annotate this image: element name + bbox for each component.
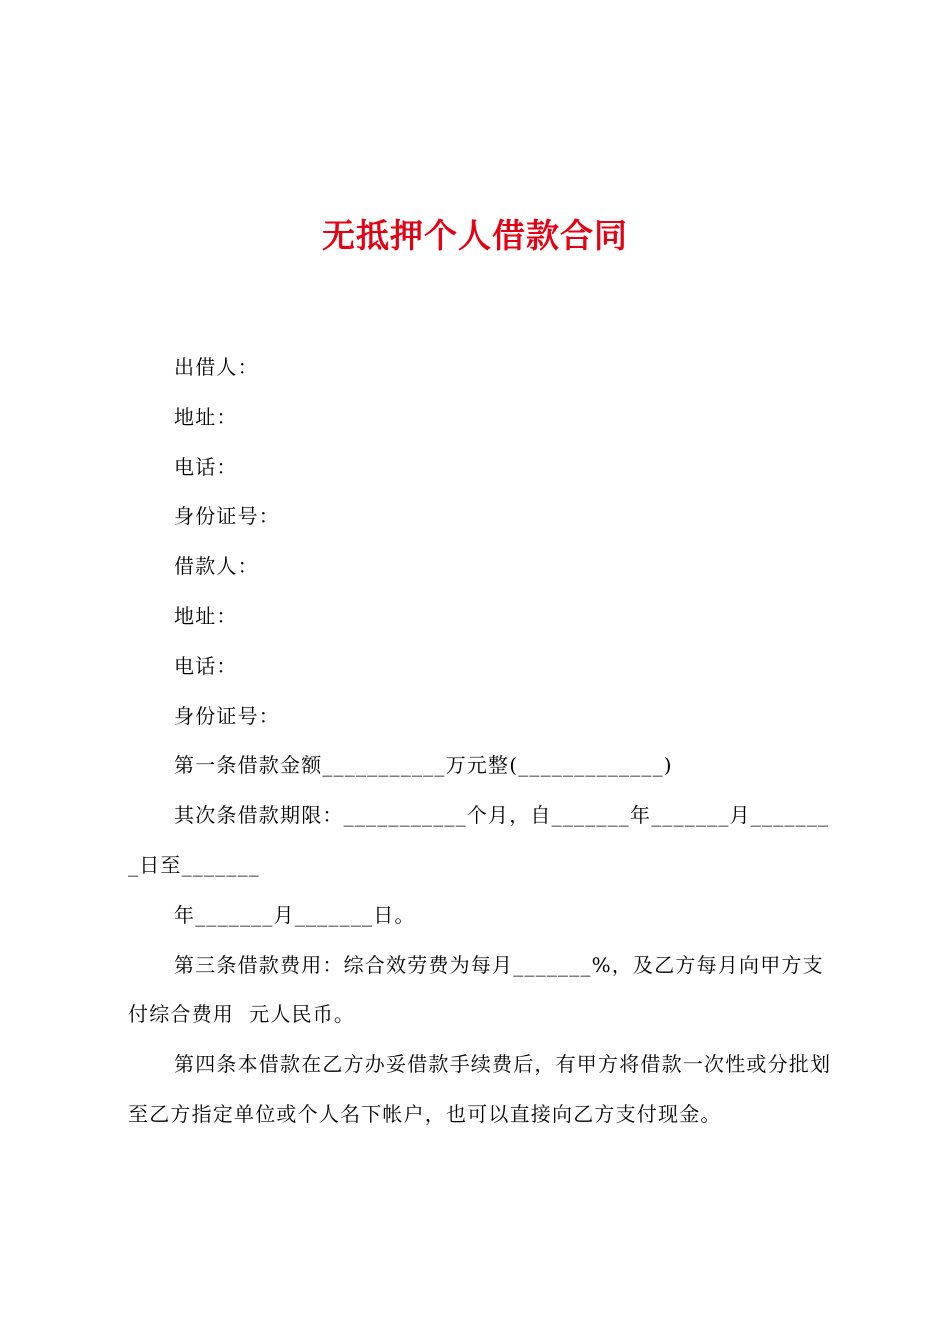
lender-id-line: 身份证号： [174, 504, 280, 529]
document-title: 无抵押个人借款合同 [322, 216, 628, 255]
lender-phone-line: 电话： [174, 454, 238, 479]
clause-2-term-end: 年_______月_______日。 [174, 902, 416, 927]
clause-3-fees: 第三条借款费用：综合效劳费为每月_______%，及乙方每月向甲方支付综合费用 元人民币。 [128, 952, 824, 1027]
document-body [128, 343, 833, 1140]
lender-name-line: 出借人： [174, 355, 259, 379]
borrower-phone-line: 电话： [174, 653, 238, 678]
clause-2-term: 其次条借款期限：___________个月，自_______年_______月________日至_______ [128, 803, 830, 877]
borrower-id-line: 身份证号： [174, 703, 280, 728]
clause-4-disbursement: 第四条本借款在乙方办妥借款手续费后，有甲方将借款一次性或分批划至乙方指定单位或个人名下帐户，也可以直接向乙方支付现金。 [128, 1052, 832, 1126]
clause-1-amount: 第一条借款金额___________万元整(_____________) [174, 753, 673, 778]
lender-address-line: 地址： [174, 404, 238, 429]
borrower-name-line: 借款人： [174, 554, 259, 579]
borrower-address-line: 地址： [174, 603, 238, 628]
